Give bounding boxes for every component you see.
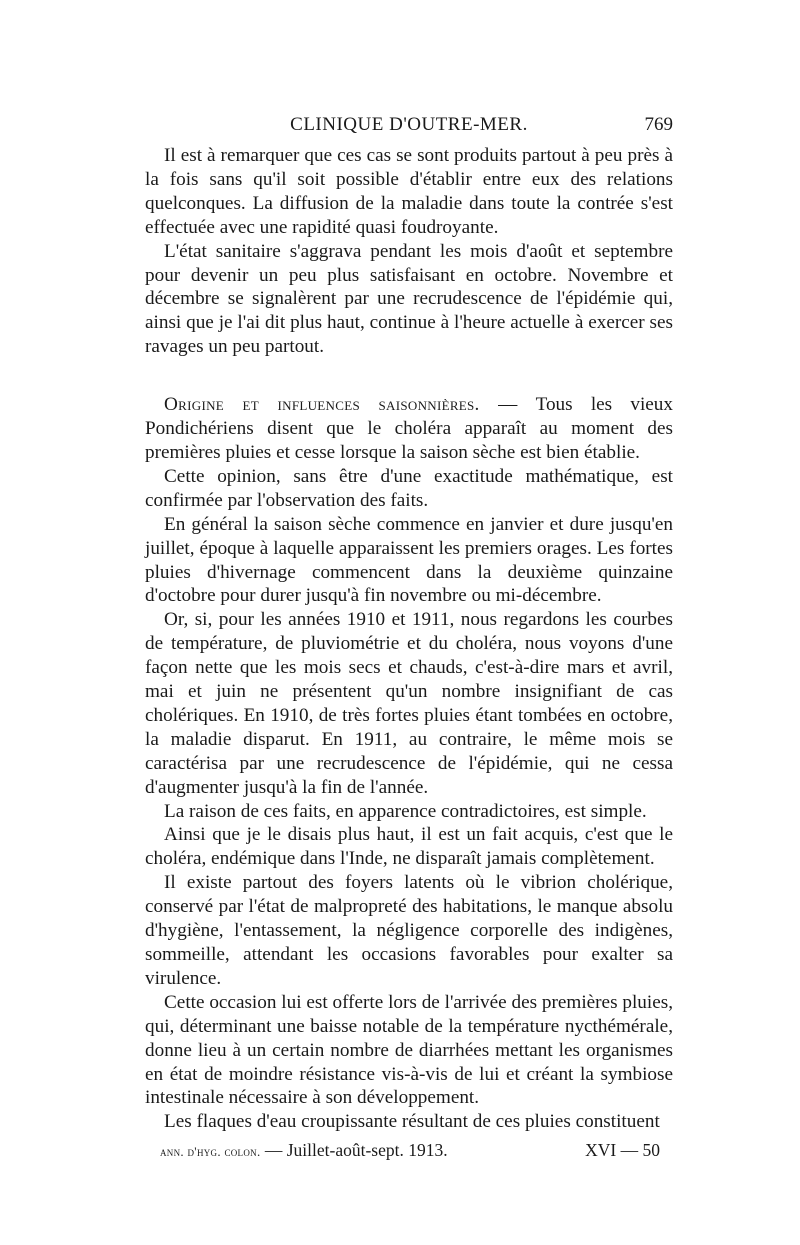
paragraph: L'état sanitaire s'aggrava pendant les mois d'août et septembre pour devenir un peu plus satisfaisant en octobre. Novembre et décembre se signalèrent par une recrudescence de l'épidémie qui, ainsi que je l'ai dit plus haut, continue à l'heure actuelle à exercer ses ravages un peu partout.: [145, 240, 673, 358]
paragraph: La raison de ces faits, en apparence contradictoires, est simple.: [164, 800, 647, 822]
footer-citation: [160, 1140, 448, 1161]
paragraph-text: Tous les vieux Pondichériens disent que le choléra apparaît au moment des premières pluies et cesse lorsque la saison sèche est bien établie.: [145, 394, 673, 463]
paragraph: Cette occasion lui est offerte lors de l'arrivée des premières pluies, qui, déterminant une baisse notable de la température nycthémérale, donne lieu à un certain nombre de diarrhées mettant les organismes en état de moindre résistance vis-à-vis de lui et créant la symbiose intestinale nécessaire à son développement.: [145, 991, 673, 1109]
paragraph: Il existe partout des foyers latents où le vibrion cholérique, conservé par l'état de malpropreté des habitations, le manque absolu d'hygiène, l'entassement, la négligence corporelle des indigènes, sommeille, attendant les occasions favorables pour exalter sa virulence.: [145, 872, 673, 989]
journal-abbrev: ann. d'hyg. colon.: [160, 1144, 261, 1159]
paragraph: Cette opinion, sans être d'une exactitude mathématique, est confirmée par l'observation des faits.: [145, 465, 673, 511]
body-text: [145, 144, 673, 1134]
running-title: CLINIQUE D'OUTRE-MER.: [290, 114, 528, 135]
section-heading: Origine et influences saisonnières. —: [164, 394, 518, 416]
issue-date: Juillet-août-sept. 1913.: [286, 1140, 448, 1160]
section-paragraph: [145, 393, 673, 465]
paragraph: Or, si, pour les années 1910 et 1911, nous regardons les courbes de température, de pluviométrie et du choléra, nous voyons d'une façon nette que les mois secs et chauds, c'est-à-dire mars et avril, mai et juin ne présentent qu'un nombre insignifiant de cas cholériques. En 1910, de très fortes pluies étant tombées en octobre, la maladie disparut. En 1911, au contraire, le même mois se caractérisa par une recrudescence de l'épidémie, qui ne cessa d'augmenter jusqu'à la fin de l'année.: [145, 609, 673, 798]
running-head: [145, 114, 673, 142]
footer-dash: —: [264, 1140, 283, 1160]
page-number: 769: [644, 114, 673, 135]
paragraph: Ainsi que je le disais plus haut, il est un fait acquis, c'est que le choléra, endémique dans l'Inde, ne disparaît jamais complètement.: [145, 824, 673, 870]
signature-mark: XVI — 50: [585, 1140, 660, 1160]
paragraph: Les flaques d'eau croupissante résultant de ces pluies constituent: [164, 1111, 660, 1133]
paragraph: En général la saison sèche commence en janvier et dure jusqu'en juillet, époque à laquelle apparaissent les premiers orages. Les fortes pluies d'hivernage commencent dans la deuxième quinzaine d'octobre pour durer jusqu'à fin novembre ou mi-décembre.: [145, 513, 673, 607]
paragraph: Il est à remarquer que ces cas se sont produits partout à peu près à la fois sans qu'il soit possible d'établir entre eux des relations quelconques. La diffusion de la maladie dans toute la contrée s'est effectuée avec une rapidité quasi foudroyante.: [145, 145, 673, 238]
